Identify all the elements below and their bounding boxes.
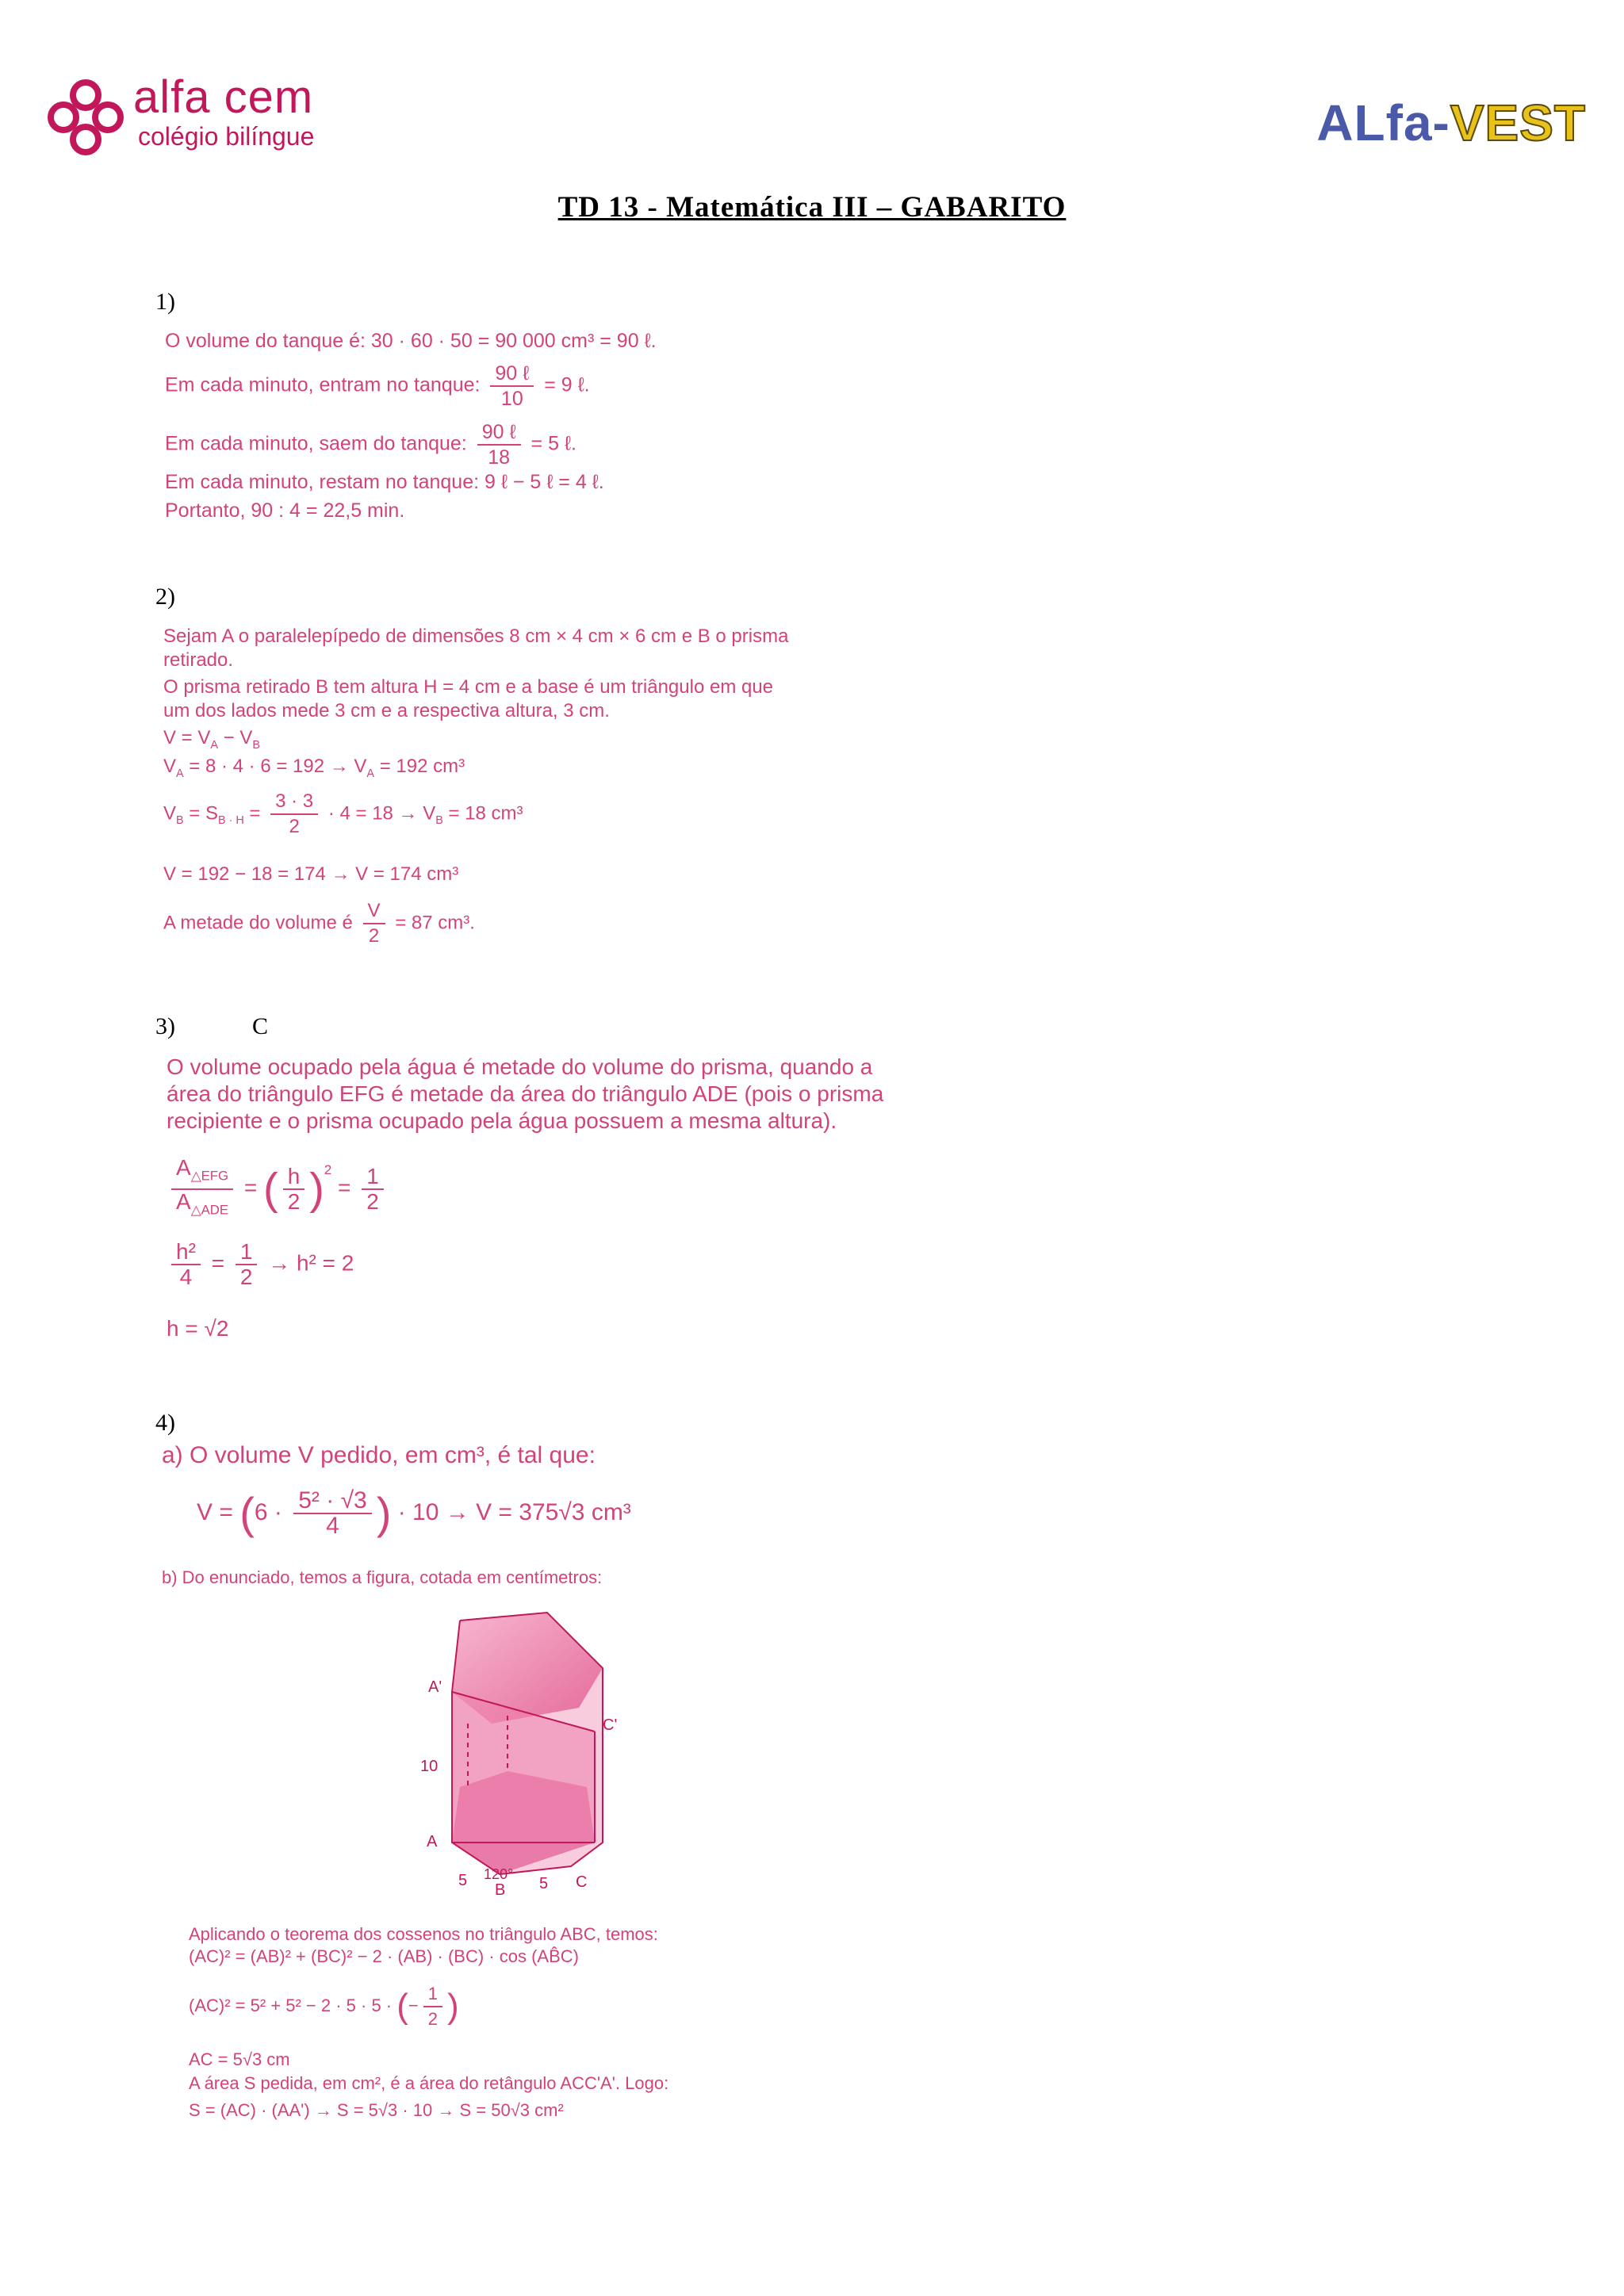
q2-l7-sub3: B: [435, 814, 443, 828]
q4b-statement: b) Do enunciado, temos a figura, cotada em centímetros:: [162, 1567, 603, 1587]
q2-line-1: Sejam A o paralelepípedo de dimensões 8 cm × 4 cm × 6 cm e B o prisma: [163, 626, 789, 647]
q1-line-3: [165, 420, 576, 469]
q4a-statement: a) O volume V pedido, em cm³, é tal que:: [162, 1442, 596, 1468]
label-angle: 120°: [484, 1866, 514, 1882]
q2-l7-sub2: B · H: [217, 814, 244, 828]
q2-line-3: O prisma retirado B tem altura H = 4 cm e a base é um triângulo em que: [163, 676, 774, 698]
q2-l6-b: = 8 · 4 · 6 = 192 → V: [183, 756, 367, 777]
q2-l5-a: V = V: [163, 727, 211, 748]
q2-fraction-2: [363, 899, 385, 948]
q3-f2-result: → h² = 2: [268, 1250, 354, 1276]
q4a-paren-open: (: [239, 1488, 255, 1538]
q4b-line-1: Aplicando o teorema dos cossenos no triângulo ABC, temos:: [189, 1924, 658, 1944]
q3-one-half: [362, 1165, 384, 1214]
q1-frac2-den: 18: [488, 446, 511, 469]
q1-frac1-num: 90 ℓ: [490, 362, 534, 387]
q2-l6-sub2: A: [366, 767, 375, 780]
alfa-vest-logo-b: VEST: [1450, 94, 1586, 151]
logo-name: alfa cem: [133, 71, 314, 123]
q3-f1-exp: 2: [324, 1162, 332, 1177]
q4b-l3-den: 2: [427, 2009, 439, 2029]
q2-l7-b: = S: [183, 802, 218, 825]
q1-line-2-result: = 9 ℓ.: [544, 373, 590, 396]
q3-f1-paren-close: ): [309, 1163, 324, 1214]
q4a-fraction: [293, 1489, 371, 1538]
q4b-paren-close: ): [447, 1987, 459, 2026]
q4a-den: 4: [326, 1513, 339, 1539]
q2-line-9: [163, 899, 475, 948]
q2-line-6: [163, 753, 465, 787]
q3-area-ratio-num: [171, 1156, 233, 1190]
q2-line-2: retirado.: [163, 649, 234, 671]
q3-formula-2: [167, 1240, 354, 1289]
q4b-line-2: (AC)² = (AB)² + (BC)² − 2 · (AB) · (BC) · cos (AB̂C): [189, 1946, 579, 1966]
hexagonal-prism-figure: [412, 1605, 650, 1898]
q4a-num: 5² · √3: [293, 1489, 371, 1514]
q4a-rest: · 10 → V = 375√3 cm³: [397, 1498, 631, 1525]
q3-line-1: O volume ocupado pela água é metade do volume do prisma, quando a: [167, 1054, 873, 1079]
q2-frac1-den: 2: [289, 816, 300, 837]
question-1-number: 1): [155, 289, 175, 315]
alfa-vest-logo: [1316, 94, 1586, 152]
q3-f1-two: 2: [287, 1188, 301, 1214]
q1-line-3-result: = 5 ℓ.: [530, 432, 576, 455]
label-a-prime: A': [428, 1678, 442, 1696]
q1-fraction-2: [477, 420, 521, 469]
q1-line-2: [165, 362, 590, 411]
q2-l7-c: =: [243, 802, 261, 825]
question-2-solution: [163, 623, 956, 964]
q1-line-5: Portanto, 90 : 4 = 22,5 min.: [165, 499, 405, 522]
q3-f2-num: h²: [171, 1240, 201, 1265]
q3-f2-rnum: 1: [236, 1240, 258, 1265]
question-3-answer: C: [252, 1013, 269, 1039]
q3-f1-eq2: =: [338, 1174, 351, 1200]
q3-area-ratio-den: [171, 1190, 233, 1223]
label-c: C: [576, 1873, 588, 1891]
q3-f2-rden: 2: [239, 1265, 253, 1289]
q4a-v: V =: [197, 1498, 233, 1525]
q2-l7-e: = 18 cm³: [442, 802, 523, 825]
q4b-l3-minus: −: [408, 1995, 419, 2015]
q4a-paren-close: ): [376, 1488, 392, 1538]
alfa-vest-logo-a: ALfa-: [1316, 94, 1450, 151]
q1-line-2-text: Em cada minuto, entram no tanque:: [165, 373, 481, 396]
q1-frac1-den: 10: [500, 388, 523, 410]
q2-l5-sub2: B: [252, 738, 260, 752]
q3-f2-one-half: [236, 1240, 258, 1289]
question-4-number: 4): [155, 1410, 175, 1436]
logo-subtitle: colégio bilíngue: [138, 122, 315, 151]
q3-f1-paren-open: (: [263, 1163, 278, 1214]
page-title: TD 13 - Matemática III – GABARITO: [557, 191, 1067, 224]
q2-line-7: [163, 790, 523, 839]
q4b-one-half: [423, 1982, 442, 2031]
q2-frac2-num: V: [363, 899, 385, 924]
label-five-2: 5: [539, 1875, 549, 1892]
q4b-paren-open: (: [396, 1987, 408, 2026]
q3-f1-a1: A: [176, 1155, 191, 1180]
q3-area-ratio: [171, 1156, 233, 1222]
q4b-line-5: A área S pedida, em cm², é a área do retângulo ACC'A'. Logo:: [189, 2073, 669, 2093]
q2-line-8: V = 192 − 18 = 174 → V = 174 cm³: [163, 863, 459, 885]
q3-f1-a2-sub: △ADE: [190, 1202, 229, 1218]
q4b-l3-num: 1: [423, 1982, 442, 2007]
label-c-prime: C': [603, 1716, 618, 1734]
q3-f1-rden: 2: [366, 1188, 379, 1214]
label-ten: 10: [420, 1758, 439, 1775]
alfa-cem-logo: [46, 73, 347, 168]
label-b: B: [495, 1881, 506, 1898]
question-4-part-b-solution: [189, 1922, 1061, 2136]
q1-line-1: O volume do tanque é: 30 · 60 · 50 = 90 000 cm³ = 90 ℓ.: [165, 330, 657, 352]
q2-l7-a: V: [163, 802, 177, 825]
q1-fraction-1: [490, 362, 534, 411]
q2-line-4: um dos lados mede 3 cm e a respectiva altura, 3 cm.: [163, 700, 610, 721]
q1-line-3-text: Em cada minuto, saem do tanque:: [165, 432, 467, 455]
q4b-line-4: AC = 5√3 cm: [189, 2049, 290, 2069]
q3-f1-a2: A: [176, 1188, 191, 1214]
q1-line-4: Em cada minuto, restam no tanque: 9 ℓ − 5 ℓ = 4 ℓ.: [165, 471, 604, 493]
q4a-six: 6 ·: [254, 1498, 282, 1525]
q3-formula-3: h = √2: [167, 1316, 229, 1341]
question-2-number: 2): [155, 584, 175, 610]
q2-l7-d: · 4 = 18 → V: [327, 802, 436, 825]
alfa-cem-knot-icon: [46, 78, 125, 157]
q4b-l3-a: (AC)² = 5² + 5² − 2 · 5 · 5 ·: [189, 1995, 393, 2015]
q2-l5-b: − V: [217, 727, 253, 748]
q3-line-3: recipiente e o prisma ocupado pela água possuem a mesma altura).: [167, 1108, 837, 1133]
question-3-number: 3): [155, 1013, 175, 1039]
q4b-line-6: S = (AC) · (AA') → S = 5√3 · 10 → S = 50√3 cm²: [189, 2100, 564, 2120]
q2-l9-b: = 87 cm³.: [395, 912, 475, 934]
q2-fraction-1: [270, 790, 318, 839]
q3-f1-a1-sub: △EFG: [190, 1168, 229, 1184]
q4a-formula: [197, 1489, 631, 1538]
label-five-1: 5: [458, 1872, 468, 1889]
q2-l9-a: A metade do volume é: [163, 912, 353, 934]
q1-frac2-num: 90 ℓ: [477, 420, 521, 446]
q3-f1-rnum: 1: [362, 1165, 384, 1190]
q3-h-over-2: [283, 1165, 305, 1214]
q2-l5-sub1: A: [210, 738, 218, 752]
q2-l6-a: V: [163, 756, 177, 777]
q2-l6-sub1: A: [176, 767, 184, 780]
q3-f1-h: h: [283, 1165, 305, 1190]
q4b-line-3: [189, 1982, 459, 2031]
q3-f2-den: 4: [179, 1265, 193, 1289]
q3-line-2: área do triângulo EFG é metade da área do triângulo ADE (pois o prisma: [167, 1081, 884, 1106]
question-3-solution: [167, 1053, 1039, 1354]
q2-l6-c: = 192 cm³: [374, 756, 465, 777]
q2-l7-sub1: B: [176, 814, 184, 828]
q3-f2-eq: =: [211, 1250, 225, 1276]
q3-h2-over-4: [171, 1240, 201, 1289]
q3-f1-eq: =: [243, 1174, 258, 1200]
label-a: A: [427, 1833, 438, 1850]
q2-frac1-num: 3 · 3: [270, 790, 318, 815]
q3-formula-1: [167, 1156, 389, 1222]
question-1-solution: [165, 327, 958, 533]
q2-frac2-den: 2: [368, 925, 380, 947]
